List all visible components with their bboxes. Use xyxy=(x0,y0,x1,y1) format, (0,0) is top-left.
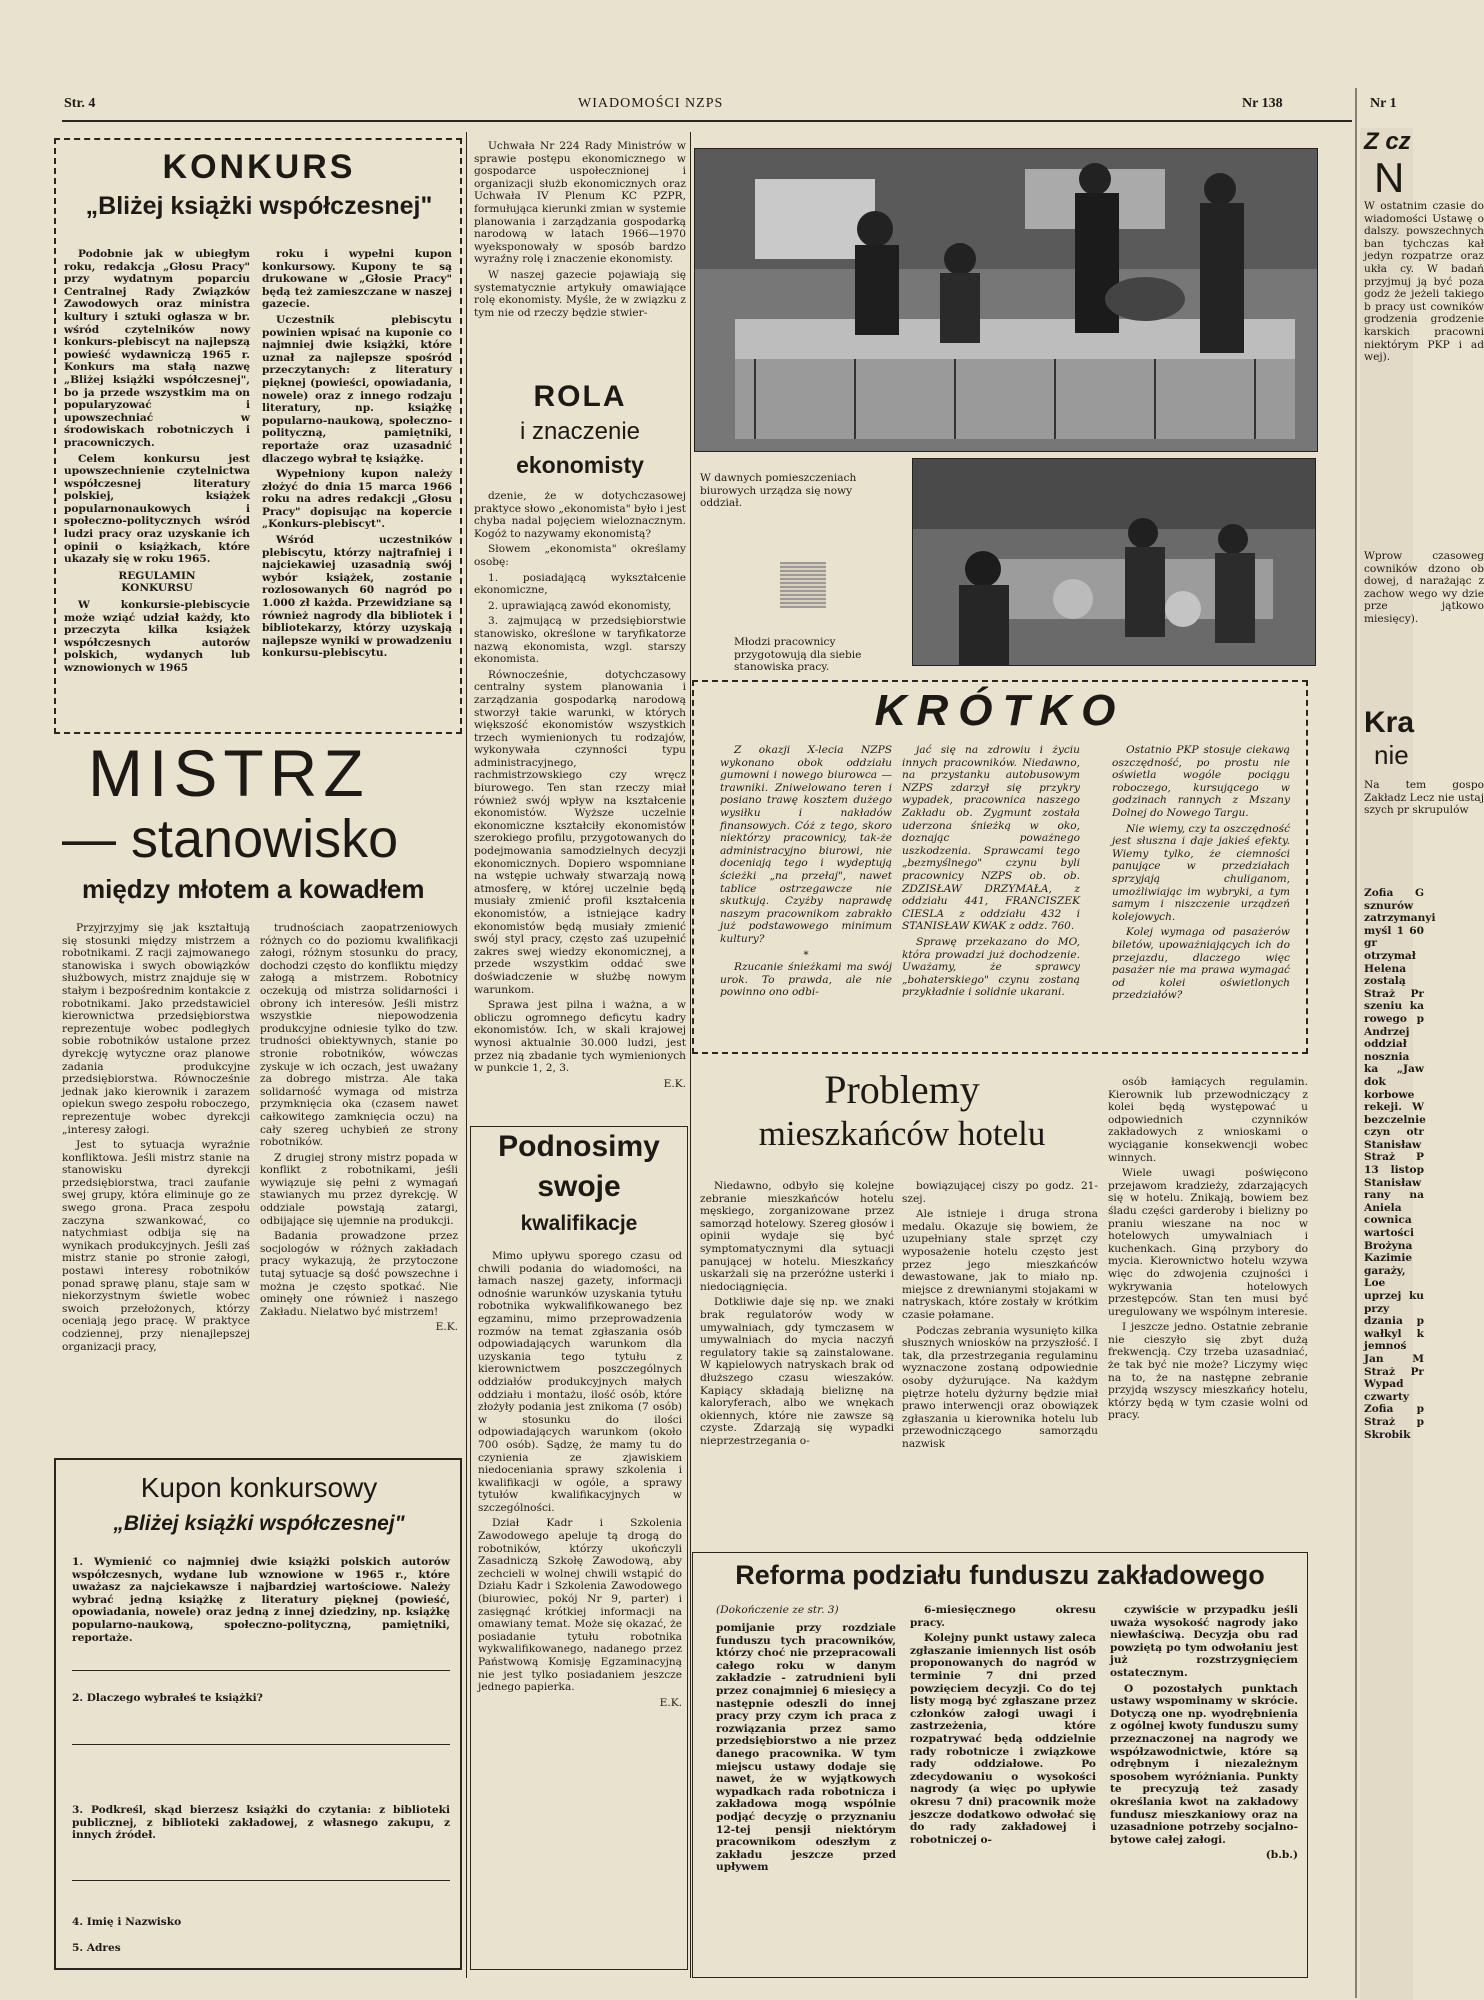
uchwala-p2: W naszej gazecie pojawiają się systematycznie artykuły omawiające rolę ekonomisty. Myśle, że w związku z tym nie od rzeczy będzie stwier- xyxy=(474,268,686,319)
page-number: Str. 4 xyxy=(64,96,96,111)
reforma-title: Reforma podziału funduszu zakładowego xyxy=(735,1560,1265,1590)
right-strip-heading-3: Kra xyxy=(1364,706,1415,739)
header-rule xyxy=(62,120,1352,122)
right-strip-heading-2: N xyxy=(1374,154,1405,201)
problemy-col2-p1: bowiązującej ciszy po godz. 21-szej. xyxy=(902,1180,1098,1205)
krotko-col3 xyxy=(1112,744,1290,1044)
uchwala-p1: Uchwała Nr 224 Rady Ministrów w sprawie postępu ekonomicznego w gospodarce uspołecznionej i organizacji służb ekonomicznych oraz Uchwała IV Plenum KC PZPR, formułująca kierunki zmian w systemie planowania i zarządzania gospodarką narodową w latach 1966—1970 wyeksponowały w sposób bardzo wyraźny rolę i znaczenie ekonomisty. xyxy=(474,140,686,266)
right-strip-text-2: Wprow czasoweg cowników dzono ob dowej, d narażając z zachow wego wy dzie prze jątkowo miesięcy). xyxy=(1364,550,1484,625)
rola-p1: dzenie, że w dotychczasowej praktyce słowo „ekonomista" było i jest chyba nadal pojęciem wieloznacznym. Kogóż to nazywamy ekonomistą? xyxy=(474,490,686,540)
konkurs-subtitle: „Bliżej książki współczesnej" xyxy=(85,192,433,220)
problemy-col1 xyxy=(700,1180,894,1550)
mistrz-col1-p1: Przyjrzyjmy się jak kształtują się stosunki między mistrzem a robotnikami. Z racji zajmowanego stanowiska i swych obowiązków służbowych, mistrz znajduje się w stałym i bezpośrednim kontakcie z robotnikami. Jako przedstawiciel kierownictwa przedsiębiorstwa reprezentuje wobec podległych sobie robotników ustalone przez dyrekcję wytyczne oraz planowe zadania produkcyjne przedsiębiorstwa. Równocześnie jednak jako kierownik i zarazem opiekun swego zespołu roboczego, reprezentuje wobec dyrekcji „interesy załogi. xyxy=(62,922,250,1136)
column-separator-2 xyxy=(690,132,691,1978)
konkurs-col2-p3: Wypełniony kupon należy złożyć do dnia 15 marca 1966 roku na adres redakcji „Głosu Pracy" dopisując na kopercie „Konkurs-plebiscyt". xyxy=(262,468,452,531)
mistrz-col2-p2: Z drugiej strony mistrz popada w konflikt z robotnikami, jeśli wywiązuje się pełni z wymagań stawianych mu przez dyrekcję. W oddziale powstają zatargi, odbijające się ujemnie na produkcji. xyxy=(260,1151,458,1227)
podnosimy-signature: E.K. xyxy=(659,1696,682,1709)
konkurs-title: KONKURS xyxy=(162,148,356,186)
mistrz-title-3: między młotem a kowadłem xyxy=(82,874,425,904)
konkurs-col2 xyxy=(262,248,452,728)
konkurs-col1-p2: Celem konkursu jest upowszechnienie czytelnictwa współczesnej literatury polskiej, książek popularnonaukowych i społeczno-politycznych wśród ludzi pracy oraz uzyskanie ich opinii o książkach, które ukazały się w roku 1965. xyxy=(64,452,250,566)
right-strip-names: Zofia G sznurów zatrzymanyi myśl 1 60 gr otrzymał Helena zostalą Straż Pr szeniu ka rowego p Andrzej oddział nosznia ka „Jaw dok korbowe rekeji. W bezczelnie czyn otr Stanisław Straż P 13 listop Stanisław rany na Aniela cownica wartości Brożyna Kazimie garaży, Loe uprzej ku przy dzania p wałkyl k jemnoś Jan M Straż Pr Wypad czwarty Zofia p Straż p Skrobik xyxy=(1364,887,1436,1441)
konkurs-col2-p4: Wśród uczestników plebiscytu, którzy najtrafniej i najciekawiej uzasadnią swój wybór książek, zostanie rozlosowanych 60 nagród po 1.000 zł każda. Przewidziane są również nagrody dla bibliotek i bibliotekarzy, którzy uzyskają najlepsze wyniki w prowadzeniu konkursu-plebiscytu. xyxy=(262,534,452,660)
rola-text xyxy=(474,490,686,1110)
photo-young-workers-image xyxy=(913,459,1315,665)
krotko-col2 xyxy=(902,744,1080,1044)
photo-young-workers-caption: Młodzi pracownicy przygotowują dla siebie stanowiska pracy. xyxy=(734,636,862,674)
problemy-title-1: Problemy xyxy=(824,1067,980,1112)
rola-signature: E.K. xyxy=(663,1077,686,1090)
problemy-col3-p2: Wiele uwagi poświęcono przejawom kradzieży, zdarzających się w hotelu. Znikają, bowiem bez śladu części garderoby i bielizny po praniu wieszane na noc w hotelowych umywalniach i kuchenkach. Giną przybory do mycia. Kierownictwo hotelu wzywa więc do zdwojenia czujności i wykrywania hotelowych przestępców. Stan ten musi być uregulowany we wspólnym interesie. xyxy=(1108,1167,1308,1318)
rola-p2: Słowem „ekonomista" określamy osobę: xyxy=(474,543,686,568)
krotko-asterisk: * xyxy=(803,948,809,961)
krotko-col2-p1: jać się na zdrowiu i życiu innych pracowników. Niedawno, na przystanku autobusowym NZPS zdarzył się przykry wypadek, pracownica naszego Zakładu ob. Zygmunt została uderzona śnieżką w oko, doznając poważnego uszkodzenia. Sprawcami tego „bezmyślnego" czynu byli pracownicy NZPS ob. ob. ZDZISŁAW DRZYMAŁA, z oddziału 441, FRANCISZEK CIESLA z oddziału 432 i STANISŁAW KWAK z oddz. 760. xyxy=(902,744,1080,933)
krotko-col3-p2: Nie wiemy, czy ta oszczędność jest słuszna i daje jakieś efekty. Wiemy tylko, że ciemności panujące w przedziałach sprzyjają chuliganom, umożliwiając im wybryki, a tym samym i niszczenie urządzeń kolejowych. xyxy=(1112,822,1290,923)
problemy-col3 xyxy=(1108,1076,1308,1550)
podnosimy-p1: Mimo upływu sporego czasu od chwili podania do wiadomości, na łamach naszej gazety, informacji odnośnie warunków uzyskania tytułu robotnika wykwalifikowanego bez egzaminu, mimo przeprowadzenia rozmów na temat zgłaszania osób odpowiadających warunkom dla uzyskania tego tytułu z kierownictwem poszczególnych oddziałów produkcyjnych małych oddziału i montażu, ilość osób, które złożyły podania jest znikoma (7 osób) w stosunku do ilości odpowiadających warunkom (około 700 osób). Sądzę, że mamy tu do czynienia ze zjawiskiem niedoceniania sprawy szkolenia i kwalifikacji w ogóle, a sprawy tytułów kwalifikacyjnych w szczególności. xyxy=(478,1250,682,1514)
rola-p3: 1. posiadającą wykształcenie ekonomiczne, xyxy=(474,571,686,597)
kupon-q5: 5. Adres xyxy=(72,1942,121,1954)
reforma-signature: (b.b.) xyxy=(1265,1849,1298,1862)
podnosimy-title-3: kwalifikacje xyxy=(520,1212,638,1235)
right-strip-text-3: Na tem gospo Zakładz Lecz nie ustaj szych pr skrupulów xyxy=(1364,779,1484,817)
problemy-title-2: mieszkańców hotelu xyxy=(758,1114,1046,1153)
photo-workshop xyxy=(694,148,1318,452)
krotko-col1 xyxy=(720,744,892,1044)
konkurs-col2-p2: Uczestnik plebiscytu powinien wpisać na kuponie co najmniej dwie książki, które uznał za najlepsze spośród przeczytanych: z literatury pięknej (powieści, opowiadania, nowele) oraz z innego rodzaju literatury, np. książkę popularno-naukową, społeczno-polityczną, pamiętniki, reportaże oraz uzasadnić dlaczego wybrał tę książkę. xyxy=(262,313,452,465)
column-separator-1 xyxy=(466,132,467,1978)
mistrz-col2-p3: Badania prowadzone przez socjologów w różnych zakładach pracy wykazują, że przytoczone tutaj sytuacje są dość powszechne i można je często spotkać. Nie ominęły one również i naszego Zakładu. Nielatwo być mistrzem! xyxy=(260,1230,458,1318)
problemy-col2-p3: Podczas zebrania wysunięto kilka słusznych wniosków na przyszłość. I tak, dla przestrzegania regulaminu wyznaczone zostaną odpowiednie osoby dyżurujące. Na każdym piętrze hotelu dyżurny będzie miał prawo interwencji oraz obowiązek zgłaszania u kierownika hotelu lub przewodniczącego samorządu nazwisk xyxy=(902,1324,1098,1450)
krotko-title: KRÓTKO xyxy=(874,686,1126,735)
reforma-col3-p1: czywiście w przypadku jeśli uważa wysokość nagrody jako niewłaściwą. Decyzja obu rad powziętą po tym odwołaniu jest już rozstrzygnięciem ostatecznym. xyxy=(1110,1604,1298,1679)
kupon-subtitle: „Bliżej książki współczesnej" xyxy=(113,1512,405,1535)
problemy-col2 xyxy=(902,1180,1098,1550)
uchwala-text xyxy=(474,140,686,378)
kupon-q2: 2. Dlaczego wybrałeś te książki? xyxy=(72,1692,263,1704)
podnosimy-p2: Dział Kadr i Szkolenia Zawodowego apeluje tą drogą do robotników, którzy ukończyli Zasadniczą Szkołę Zawodową, aby zechcieli w wolnej chwili wstąpić do Działu Kadr i Szkolenia Zawodowego (biurowiec, pokój Nr 9, parter) i zasięgnąć krótkiej informacji na omawiany temat. Może się okazać, że posiadanie tytułu robotnika wykwalifikowanego, nadanego przez Państwową Komisję Egzaminacyjną nie jest tylko posiadaniem jeszcze jednego papierka. xyxy=(478,1517,682,1694)
problemy-col1-p2: Dotkliwie daje się np. we znaki brak regulatorów wody w umywalniach, gdy tymczasem w umywalniach do mycia naczyń regulatory takie są zainstalowane. W kąpielowych natryskach brak od dłuższego czasu wieszaków. Kapiący składają bieliznę na kaloryferach, albo we wnękach okiennych, które nie zawsze są czyste. Zdarzają się wypadki nieprzestrzegania o- xyxy=(700,1296,894,1447)
right-strip-heading-1: Z cz xyxy=(1364,128,1411,155)
page-fold xyxy=(1355,88,1357,1998)
krotko-col1-p2: Rzucanie śnieżkami ma swój urok. To prawda, ale nie powinno ono odbi- xyxy=(720,961,892,999)
reforma-col2-p2: Kolejny punkt ustawy zaleca zgłaszanie imiennych list osób proponowanych do nagród w terminie 7 dni przed powzięciem decyzji. Co do tej listy mogą być zgłaszane przez członków załogi uwagi i zastrzeżenia, które rozpatrywać będą oddzielnie rady robotnicze i związkowe rady oddziałowe. Po zdecydowaniu o wysokości nagrody (a więc po upływie okresu 7 dni) pracownik może jeszcze dodatkowo odwołać się do rady zakładowej i robotniczej o- xyxy=(910,1632,1096,1846)
konkurs-regulamin: REGULAMIN KONKURSU xyxy=(118,569,196,595)
kupon-q4: 4. Imię i Nazwisko xyxy=(72,1916,182,1928)
konkurs-col1-p3: W konkursie-plebiscycie może wziąć udział każdy, kto przeczyta kilka książek współczesnych autorów polskich, wydanych lub wznowionych w 1965 xyxy=(64,599,250,674)
next-page-issue: Nr 1 xyxy=(1370,96,1397,111)
rola-p6: Równocześnie, dotychczasowy centralny system planowania i zarządzania gospodarką narodową stworzył takie warunki, w których większość ekonomistów wszystkich trzech wymienionych tu rodzajów, wykonywała czynności typu administracyjnego, rachmistrzowskiego czy wręcz biurowego. Ten stan rzeczy miał również swój wpływ na kształcenie ekonomistów. Wyższe uczelnie ekonomiczne kształciły ekonomistów szerokiego profilu, przygotowanych do podejmowania samodzielnych decyzji ekonomicznych. Dopiero wspomniane na wstępie uchwały stwarzają nową atmosferę, w której uczelnie będą musiały zmienić profil kształcenia ekonomistów, a istniejące kadry ekonomistów będą musiały zmienić swój styl pracy, często zaś uzupełnić zakres swej wiedzy ekonomicznej, a przede wszystkim oddać swe doświadczenie w służbę nowym warunkom. xyxy=(474,668,686,996)
rola-title-3: ekonomisty xyxy=(516,452,644,478)
kupon-line-3 xyxy=(72,1880,450,1881)
reforma-col2-p1: 6-miesięcznego okresu pracy. xyxy=(910,1604,1096,1629)
kupon-title: Kupon konkursowy xyxy=(140,1472,378,1503)
photo-workshop-caption: W dawnych pomieszczeniach biurowych urządza się nowy oddział. xyxy=(700,472,857,510)
reforma-col1: pomijanie przy rozdziale funduszu tych pracowników, którzy choć nie przepracowali całego roku w danym zakładzie - zatrudnieni byli przez conajmniej 6 miesięcy a następnie odeszli do innej pracy przy czym ich praca z rozwiązania przez samo przedsiębiorstwo a nie przez danego pracownika. W tym miejscu ustawy dodaje się nawet, że w wyjątkowych wypadkach rada robotnicza i zakładowa mogą wspólnie podjąć decyzję o przyznaniu 12-tej pensji niektórym pracownikom odeszłym z zakładu jeszcze przed upływem xyxy=(716,1622,896,1874)
mistrz-signature: E.K. xyxy=(435,1321,458,1334)
krotko-col3-p3: Kolej wymaga od pasażerów biletów, upoważniających ich do przejazdu, dlaczego więc pasażer nie ma prawa wymagać od kolei oświetlonych przedziałów? xyxy=(1112,926,1290,1002)
krotko-col2-p2: Sprawę przekazano do MO, która prowadzi już dochodzenie. Uważamy, że sprawcy „bohaterskiego" czynu zostaną przykładnie i solidnie ukarani. xyxy=(902,935,1080,999)
kupon-line-1 xyxy=(72,1670,450,1671)
photo-workshop-image xyxy=(695,149,1317,451)
mistrz-col2 xyxy=(260,922,458,1444)
reforma-col3-p2: O pozostałych punktach ustawy wspominamy w skrócie. Dotyczą one np. wyodrębnienia z ogólnej kwoty funduszu sumy przeznaczonej na nagrody we współzawodnictwie, które są odrębnym i niezależnym sposobem wyróżniania. Punkty te precyzują też zasady określania kwot na zakładowy fundusz mieszkaniowy oraz na uzasadnione potrzeby socjalno-bytowe całej załogi. xyxy=(1110,1682,1298,1846)
kupon-line-2 xyxy=(72,1744,450,1745)
kupon-q1: 1. Wymienić co najmniej dwie książki polskich autorów współczesnych, wydane lub wznowione w 1965 r., które uważasz za najciekawsze i najbardziej wartościowe. Należy wybrać jedną książkę z literatury pięknej (powieść, opowiadania, nowele) oraz jedną z innej dziedziny, np. książkę popularno-naukową, społeczno-polityczną, pamiętniki, reportaże. xyxy=(72,1556,450,1644)
podnosimy-text xyxy=(478,1250,682,1962)
konkurs-col2-p1: roku i wypełni kupon konkursowy. Kupony te są drukowane w „Głosie Pracy" będą też zamieszczane w naszej gazecie. xyxy=(262,248,452,311)
right-strip-heading-4: nie xyxy=(1374,740,1409,770)
photo-young-workers xyxy=(912,458,1316,666)
konkurs-col1 xyxy=(64,248,250,728)
mistrz-title-2: — stanowisko xyxy=(62,809,399,869)
problemy-col1-p1: Niedawno, odbyło się kolejne zebranie mieszkańców hotelu męskiego, zorganizowane przez samorząd hotelowy. Szereg głosów i opinii wydaje się być symptomatycznymi dla sytuacji panującej w hotelu. Mieszkańcy uskarżali się na przeróżne usterki i niedociągnięcia. xyxy=(700,1180,894,1293)
rola-p4: 2. uprawiającą zawód ekonomisty, xyxy=(488,599,672,612)
kupon-q3: 3. Podkreśl, skąd bierzesz książki do czytania: z biblioteki publicznej, z biblioteki zakładowej, z własnego zakupu, z innych źródeł. xyxy=(72,1804,450,1842)
issue-number: Nr 138 xyxy=(1242,96,1283,111)
rola-p7: Sprawa jest pilna i ważna, a w obliczu ogromnego deficytu kadry ekonomistów. Ich, w skali krajowej wynosi aktualnie 30.000 ludzi, jest przez nią zbadanie tych wymienionych w punkcie 1, 2, 3. xyxy=(474,999,686,1075)
mistrz-title-1: MISTRZ xyxy=(88,736,370,810)
podnosimy-title-1: Podnosimy xyxy=(498,1130,660,1163)
krotko-col1-p1: Z okazji X-lecia NZPS wykonano obok oddziału gumowni i nowego biurowca — trawniki. Zniwelowano teren i posiano trawę kosztem dużego wysiłku i nakładów finansowych. Cóż z tego, skoro niektórzy pracownicy, tak-że administracyjno biurowi, nie doceniają tego i wydeptują ścieżki „na przełaj", nawet tablice ostrzegawcze nie skutkują. Czyżby naprawdę naszym pracownikom zabrakło już podstawowego minimum kultury? xyxy=(720,744,892,945)
reforma-col3 xyxy=(1110,1604,1298,1972)
problemy-col2-p2: Ale istnieje i druga strona medalu. Okazuje się bowiem, że uzupełniany stale sprzęt czy wyposażenie hotelu często jest przez jego mieszkańców dewastowane, jak to miało np. miejsce z drewnianymi stojakami w natryskach, które zostały w krótkim czasie połamane. xyxy=(902,1208,1098,1321)
problemy-col3-p1: osób łamiących regulamin. Kierownik lub przewodniczący z kolei będą występować u odpowiednich czynników zakładowych z wnioskami o wyciąganie konsekwencji wobec winnych. xyxy=(1108,1076,1308,1164)
mistrz-col1 xyxy=(62,922,250,1444)
reforma-col2 xyxy=(910,1604,1096,1972)
mistrz-col1-p2: Jest to sytuacja wyraźnie konfliktowa. Jeśli mistrz stanie na stanowisku dyrekcji przedsiębiorstwa, traci zaufanie swej grupy, która eliminuje go ze swego grona. Praca zespołu zaczyna szwankować, co natychmiast odbija się na wynikach produkcyjnych. Jeśli zaś mistrz stanie po stronie załogi, postawi interesy robotników ponad sprawę planu, staje sam w niekorzystnym świetle wobec swoich przełożonych, którzy oceniają jego pracę. W praktyce codziennej, przy nienajlepszej organizacji pracy, xyxy=(62,1139,250,1353)
problemy-col3-p3: I jeszcze jedno. Ostatnie zebranie nie cieszyło się zbyt dużą frekwencją. Czy trzeba uzasadniać, że tak być nie może? Liczymy więc na to, że na następne zebranie przyjdą wszyscy mieszkańcy hotelu, którzy będą w tym czasie wolni od pracy. xyxy=(1108,1321,1308,1422)
krotko-col3-p1: Ostatnio PKP stosuje ciekawą oszczędność, po prostu nie oświetla wogóle pociągu roboczego, kursującego w godzinach rannych z Mszany Dolnej do Nowego Targu. xyxy=(1112,744,1290,819)
rola-title-2: i znaczenie xyxy=(519,418,641,445)
rola-p5: 3. zajmującą w przedsiębiorstwie stanowisko, określone w taryfikatorze nazwą ekonomista, wzgl. starszy ekonomista. xyxy=(474,615,686,666)
podnosimy-title-2: swoje xyxy=(537,1170,621,1203)
photo-placeholder-mark xyxy=(780,562,826,608)
mistrz-col2-p1: trudnościach zaopatrzeniowych różnych co do poziomu kwalifikacji załogi, różnym stosunku do pracy, dochodzi często do konfliktu między załogą a mistrzem. Robotnicy oczekują od mistrza solidarności i obrony ich interesów. Jeśli mistrz wszystkie niepowodzenia produkcyjne odniesie tylko do tzw. trudności obiektywnych, stanie po stronie robotników, wówczas zyskuje w ich oczach, jest uważany za dobrego mistrza. Ale taka solidarność wymaga od mistrza przymknięcia oka (czasem nawet całkowitego zamknięcia oczu) na cały szereg uchybień ze strony robotników. xyxy=(260,922,458,1149)
right-strip xyxy=(1360,128,1484,2000)
konkurs-col1-p1: Podobnie jak w ubiegłym roku, redakcja „Głosu Pracy" przy wydatnym poparciu Centralnej Rady Związków Zawodowych oraz ministra kultury i sztuki ogłasza w br. wśród czytelników nowy konkurs-plebiscyt na najlepszą powieść wydawniczą 1965 r. Konkurs ma stałą nazwę „Bliżej książki współczesnej", bo ja przede wszystkim ma on popularyzować i upowszechniać w środowiskach robotniczych i pracowniczych. xyxy=(64,248,250,449)
masthead: WIADOMOŚCI NZPS xyxy=(578,96,724,111)
rola-title-1: ROLA xyxy=(533,380,627,413)
right-strip-text-1: W ostatnim czasie do wiadomości Ustawę o dalszy. powszechnych ban tychczas kał jedyn rozpatrze oraz ukła cy. W badań przyjmuj ją być poza godz że jeżeli takiego b pracy ust cowników grodzenia grodzenie karskich pracowni niektórym PKP i ad wej). xyxy=(1364,200,1484,364)
reforma-continued: (Dokończenie ze str. 3) xyxy=(716,1604,839,1616)
